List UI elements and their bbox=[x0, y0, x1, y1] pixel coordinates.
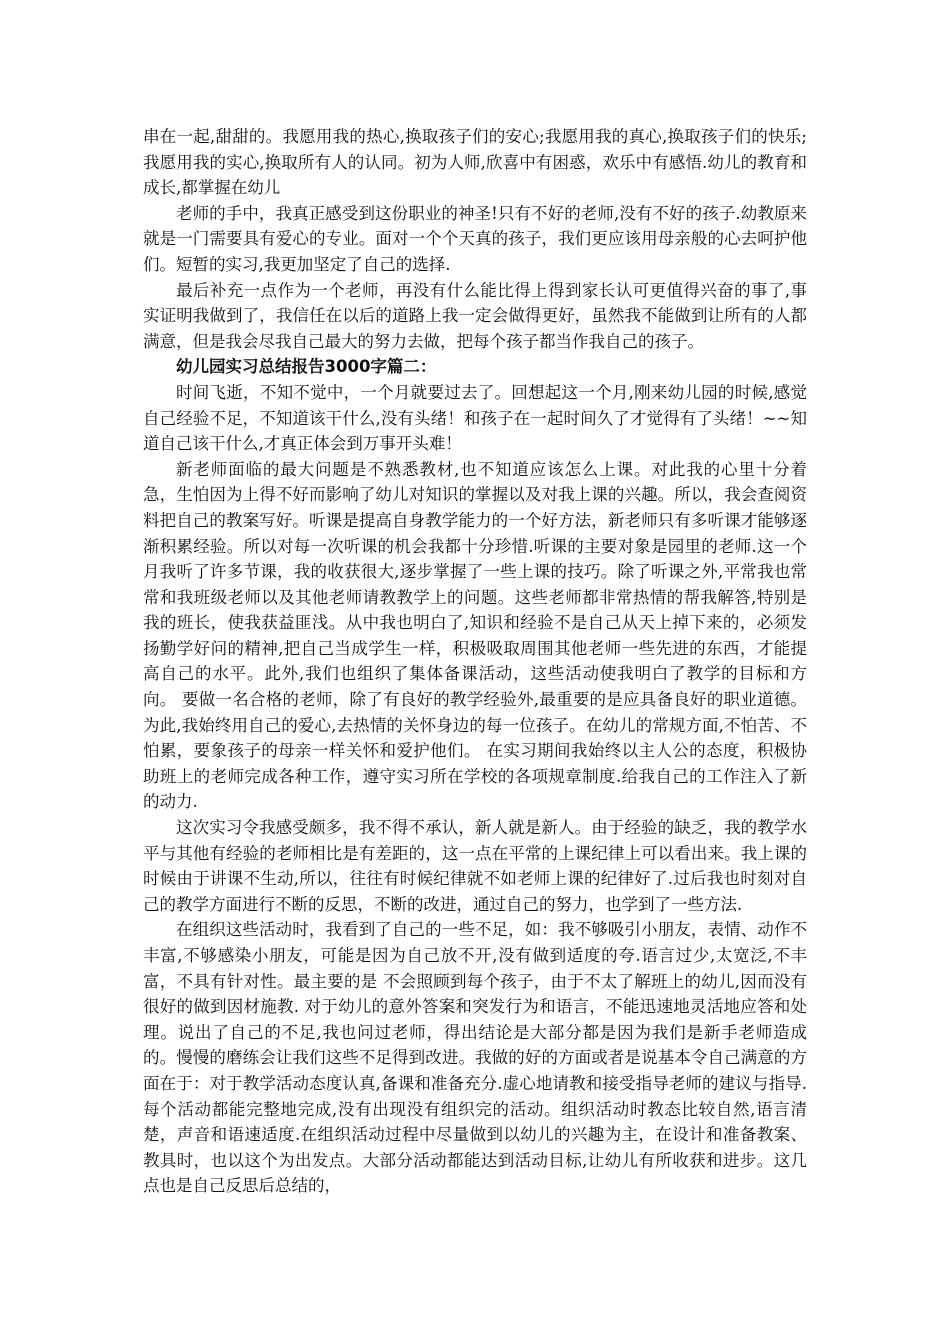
paragraph-continuation: 串在一起,甜甜的。我愿用我的热心,换取孩子们的安心;我愿用我的真心,换取孩子们的快乐;我愿用我的实心,换取所有人的认同。初为人师,欣喜中有困惑，欢乐中有感悟.幼儿的教育和成长,都掌握在幼儿 bbox=[143, 127, 807, 198]
paragraph: 最后补充一点作为一个老师，再没有什么能比得上得到家长认可更值得兴奋的事了,事实证明我做到了，我信任在以后的道路上我一定会做得更好，虽然我不能做到让所有的人都满意，但是我会尽我自己最大的努力去做，把每个孩子都当作我自己的孩子。 bbox=[143, 280, 807, 351]
paragraph: 新老师面临的最大问题是不熟悉教材,也不知道应该怎么上课。对此我的心里十分着急，生怕因为上得不好而影响了幼儿对知识的掌握以及对我上课的兴趣。所以，我会查阅资料把自己的教案写好。听课是提高自身教学能力的一个好方法，新老师只有多听课才能够逐渐积累经验。所以对每一次听课的机会我都十分珍惜.听课的主要对象是园里的老师.这一个月我听了许多节课，我的收获很大,逐步掌握了一些上课的技巧。除了听课之外,平常我也常常和我班级老师以及其他老师请教教学上的问题。这些老师都非常热情的帮我解答,特别是我的班长，使我获益匪浅。从中我也明白了,知识和经验不是自己从天上掉下来的，必须发扬勤学好问的精神,把自己当成学生一样，积极吸取周围其他老师一些先进的东西，才能提高自己的水平。此外,我们也组织了集体备课活动，这些活动使我明白了教学的目标和方向。 要做一名合格的老师，除了有良好的教学经验外,最重要的是应具备良好的职业道德。为此,我始终用自己的爱心,去热情的关怀身边的每一位孩子。在幼儿的常规方面,不怕苦、不怕累，要象孩子的母亲一样关怀和爱护他们。 在实习期间我始终以主人公的态度，积极协助班上的老师完成各种工作，遵守实习所在学校的各项规章制度.给我自己的工作注入了新的动力. bbox=[143, 459, 807, 812]
paragraph: 在组织这些活动时，我看到了自己的一些不足，如：我不够吸引小朋友，表情、动作不丰富,不够感染小朋友，可能是因为自己放不开,没有做到适度的夸.语言过少,太宽泛,不丰富，不具有针对性。最主要的是 不会照顾到每个孩子，由于不太了解班上的幼儿,因而没有很好的做到因材施教. 对于幼儿的意外答案和突发行为和语言，不能迅速地灵活地应答和处理。说出了自己的不足,我也问过老师，得出结论是大部分都是因为我们是新手老师造成的。慢慢的磨练会让我们这些不足得到改进。我做的好的方面或者是说基本令自己满意的方面在于：对于教学活动态度认真,备课和准备充分.虚心地请教和接受指导老师的建议与指导.每个活动都能完整地完成,没有出现没有组织完的活动。组织活动时教态比较自然,语言清楚，声音和语速适度.在组织活动过程中尽量做到以幼儿的兴趣为主，在设计和准备教案、教具时，也以这个为出发点。大部分活动都能达到活动目标,让幼儿有所收获和进步。这几点也是自己反思后总结的， bbox=[143, 920, 807, 1196]
paragraph: 老师的手中，我真正感受到这份职业的神圣!只有不好的老师,没有不好的孩子.幼教原来就是一门需要具有爱心的专业。面对一个个天真的孩子，我们更应该用母亲般的心去呵护他们。短暂的实习,我更加坚定了自己的选择. bbox=[143, 203, 807, 274]
paragraph: 时间飞逝，不知不觉中，一个月就要过去了。回想起这一个月,刚来幼儿园的时候,感觉自己经验不足，不知道该干什么,没有头绪！和孩子在一起时间久了才觉得有了头绪！~~知道自己该干什么,才真正体会到万事开头难！ bbox=[143, 382, 807, 454]
paragraph: 这次实习令我感受颇多，我不得不承认，新人就是新人。由于经验的缺乏，我的教学水平与其他有经验的老师相比是有差距的，这一点在平常的上课纪律上可以看出来。我上课的时候由于讲课不生动,所以，往往有时候纪律就不如老师上课的纪律好了.过后我也时刻对自己的教学方面进行不断的反思，不断的改进，通过自己的努力，也学到了一些方法. bbox=[143, 818, 807, 914]
section-heading: 幼儿园实习总结报告3000字篇二： bbox=[176, 357, 437, 377]
document-body bbox=[143, 124, 807, 1199]
